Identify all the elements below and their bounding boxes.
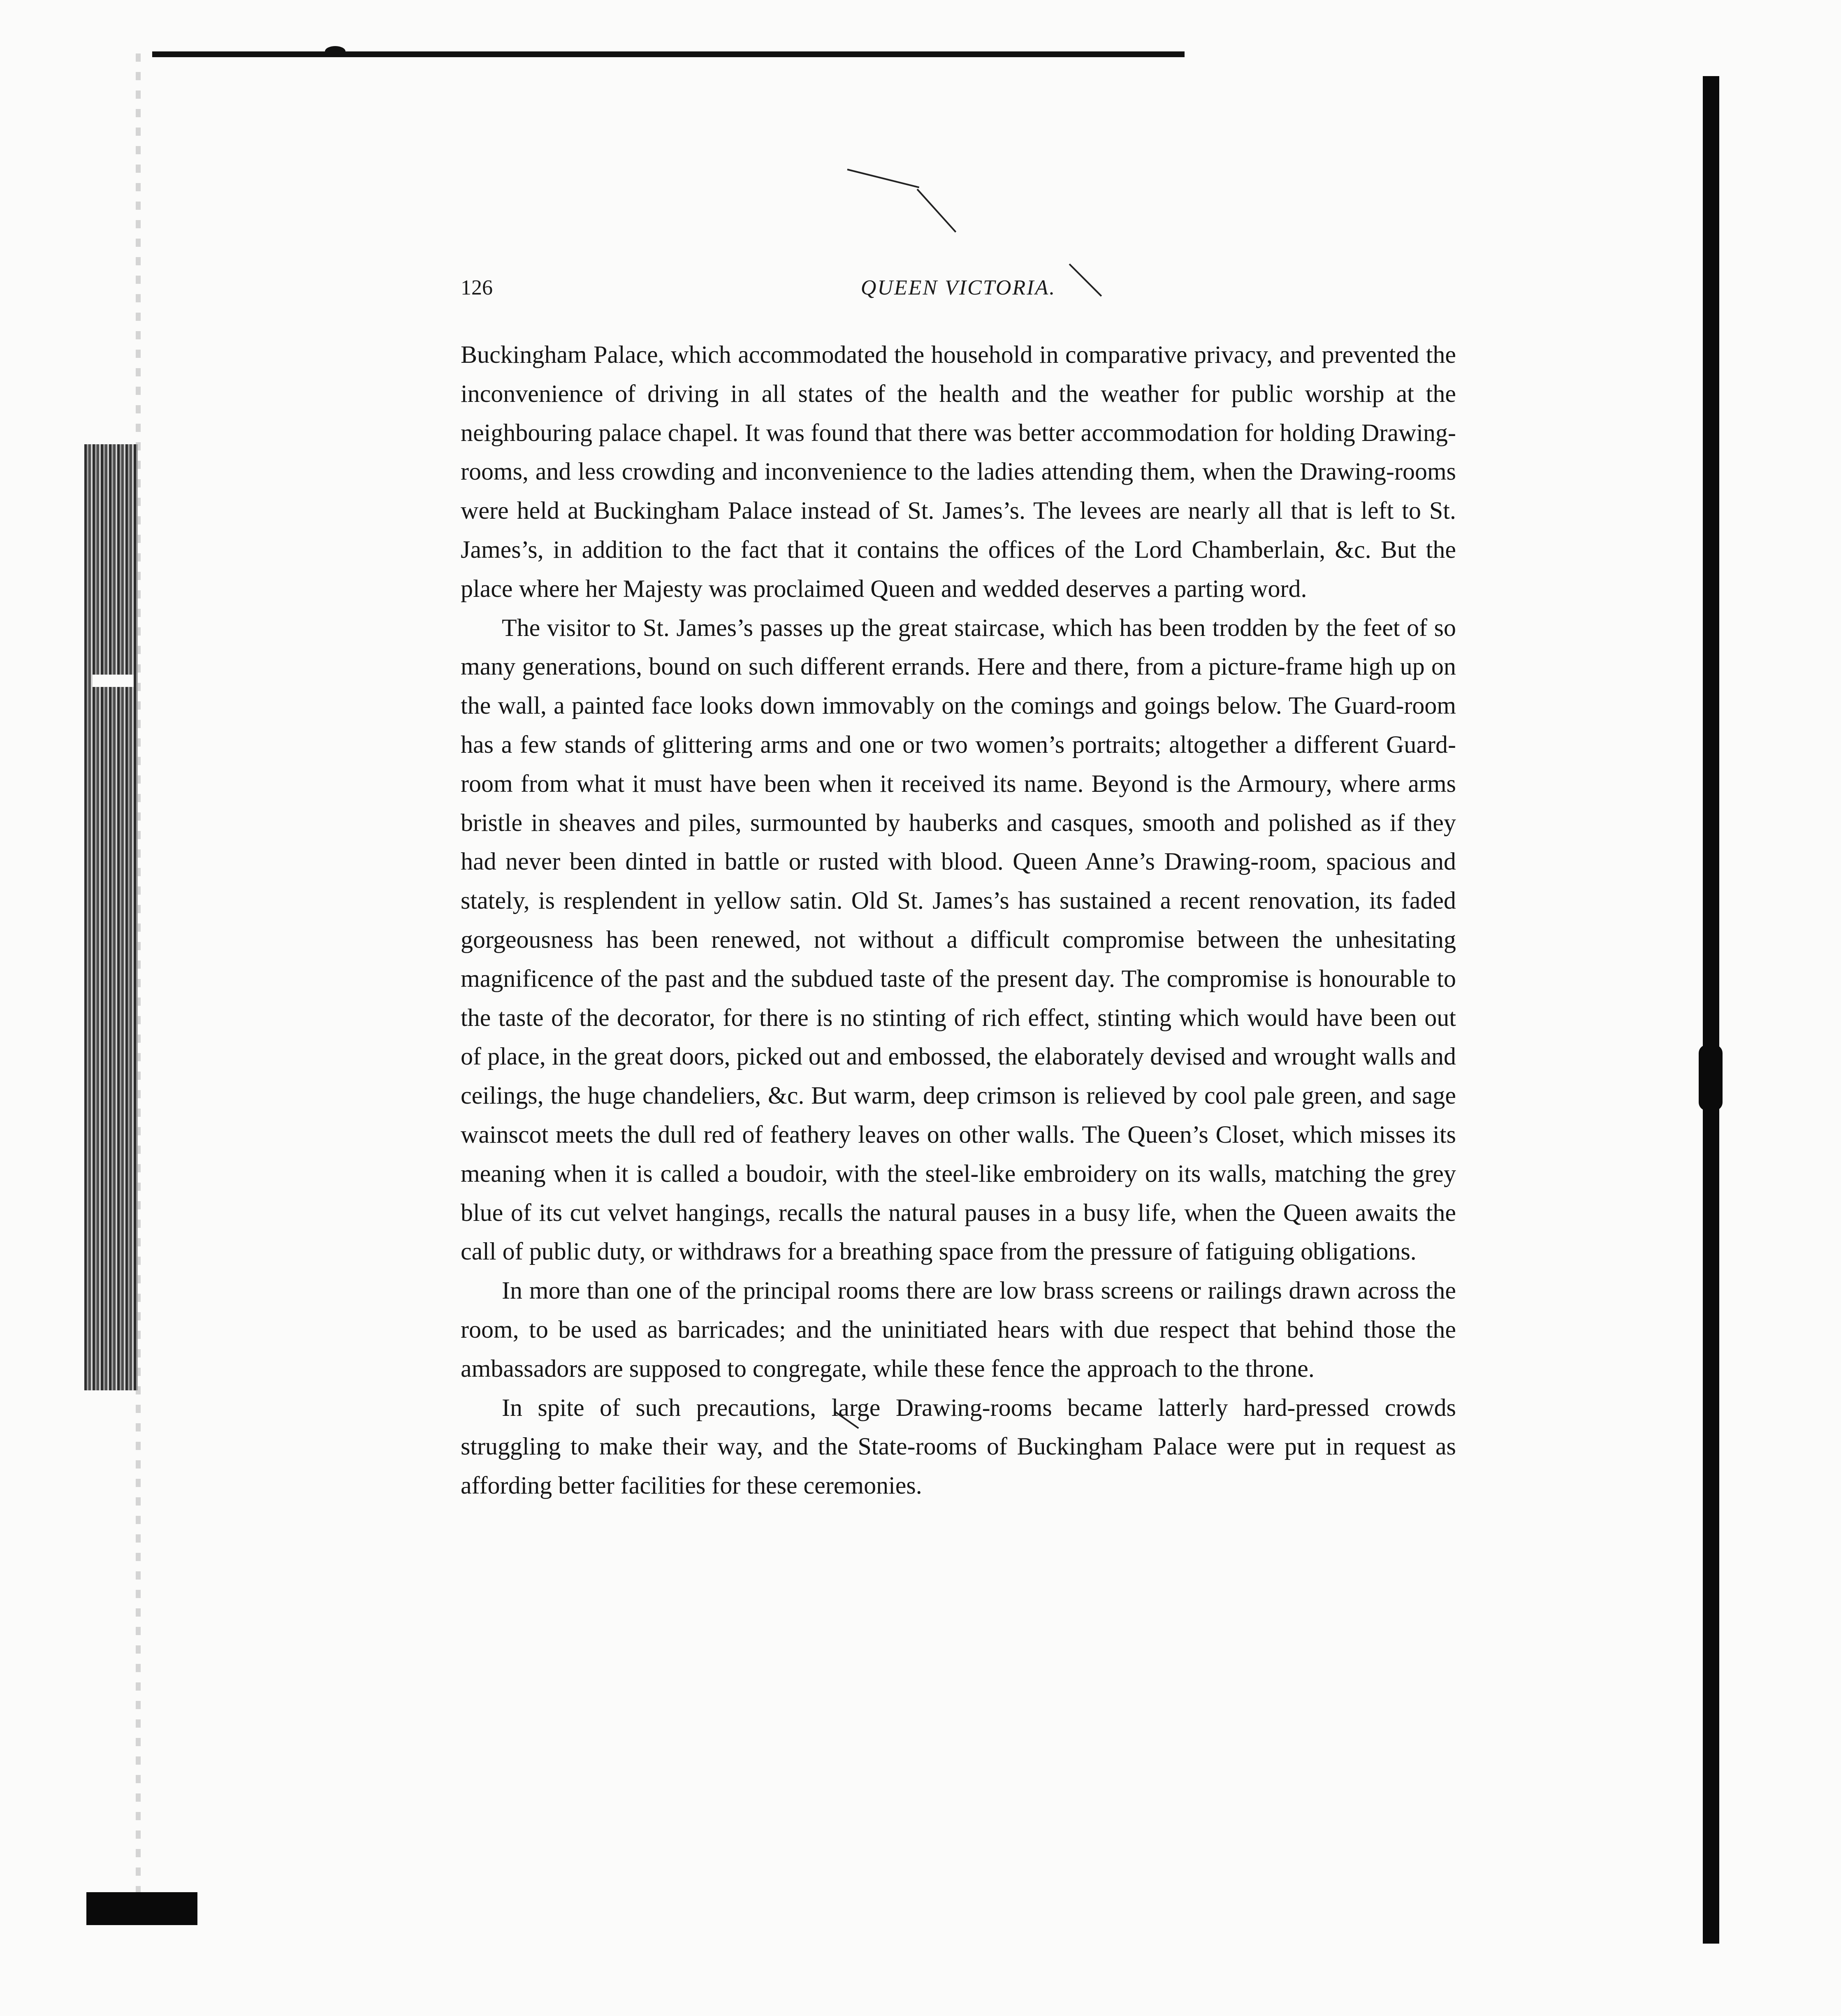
ink-blot (325, 46, 345, 57)
body-text (461, 335, 1456, 1505)
bottom-left-scan-edge (86, 1892, 197, 1925)
stray-pen-stroke (847, 169, 920, 188)
paragraph: In more than one of the principal rooms there are low brass screens or railings drawn across the room, to be used as barricades; and the uninitiated hears with due respect that behind those the ambassadors are supposed to congregate, while these fence the approach to the throne. (461, 1277, 1456, 1382)
paragraph: The visitor to St. James’s passes up the great staircase, which has been trodden by the feet of so many generations, bound on such different errands. Here and there, from a picture-frame high up on the wall, a painted face looks down immovably on the comings and goings below. The Guard-room has a few stands of glittering arms and one or two women’s portraits; altogether a different Guard-room from what it must have been when it received its name. Beyond is the Armoury, where arms bristle in sheaves and piles, surmounted by hauberks and casques, smooth and polished as if they had never been dinted in battle or rusted with blood. Queen Anne’s Drawing-room, spacious and stately, is resplendent in yellow satin. Old St. James’s has sustained a recent renovation, its faded gorgeousness has been renewed, not without a difficult compromise between the unhesitating magnificence of the past and the subdued taste of the present day. The compromise is honourable to the taste of the decorator, for there is no stinting of rich effect, stinting which would have been out of place, in the great doors, picked out and embossed, the elaborately devised and wrought walls and ceilings, the huge chandeliers, &c. But warm, deep crimson is relieved by cool pale green, and sage wainscot meets the dull red of feathery leaves on other walls. The Queen’s Closet, which misses its meaning when it is called a boudoir, with the steel-like embroidery on its walls, matching the grey blue of its cut velvet hangings, recalls the natural pauses in a busy life, when the Queen awaits the call of public duty, or withdraws for a breathing space from the pressure of fatiguing obligations. (461, 614, 1456, 1265)
left-binding-shadow (84, 444, 138, 1390)
paragraph: In spite of such precautions, large Drawing-rooms became latterly hard-pressed crowds struggling to make their way, and the State-rooms of Buckingham Palace were put in request as affording better facilities for these ceremonies. (461, 1394, 1456, 1499)
right-edge-bulge (1699, 1045, 1723, 1111)
page-number: 126 (461, 276, 493, 299)
paragraph-continuation: Buckingham Palace, which accommodated the household in comparative privacy, and prevented the inconvenience of driving in all states of the health and the weather for public worship at the neighbouring palace chapel. It was found that there was better accommodation for holding Drawing-rooms, and less crowding and inconvenience to the ladies attending them, when the Drawing-rooms were held at Buckingham Palace instead of St. James’s. The levees are nearly all that is left to St. James’s, in addition to the fact that it contains the offices of the Lord Chamberlain, &c. But the place where her Majesty was proclaimed Queen and wedded deserves a parting word. (461, 341, 1456, 602)
right-page-edge-shadow (1703, 76, 1719, 1944)
binding-gap (93, 675, 134, 687)
top-border-rule (152, 51, 1185, 57)
running-head (461, 271, 1456, 309)
running-title: QUEEN VICTORIA. (860, 276, 1056, 299)
stray-pen-stroke (917, 189, 957, 233)
